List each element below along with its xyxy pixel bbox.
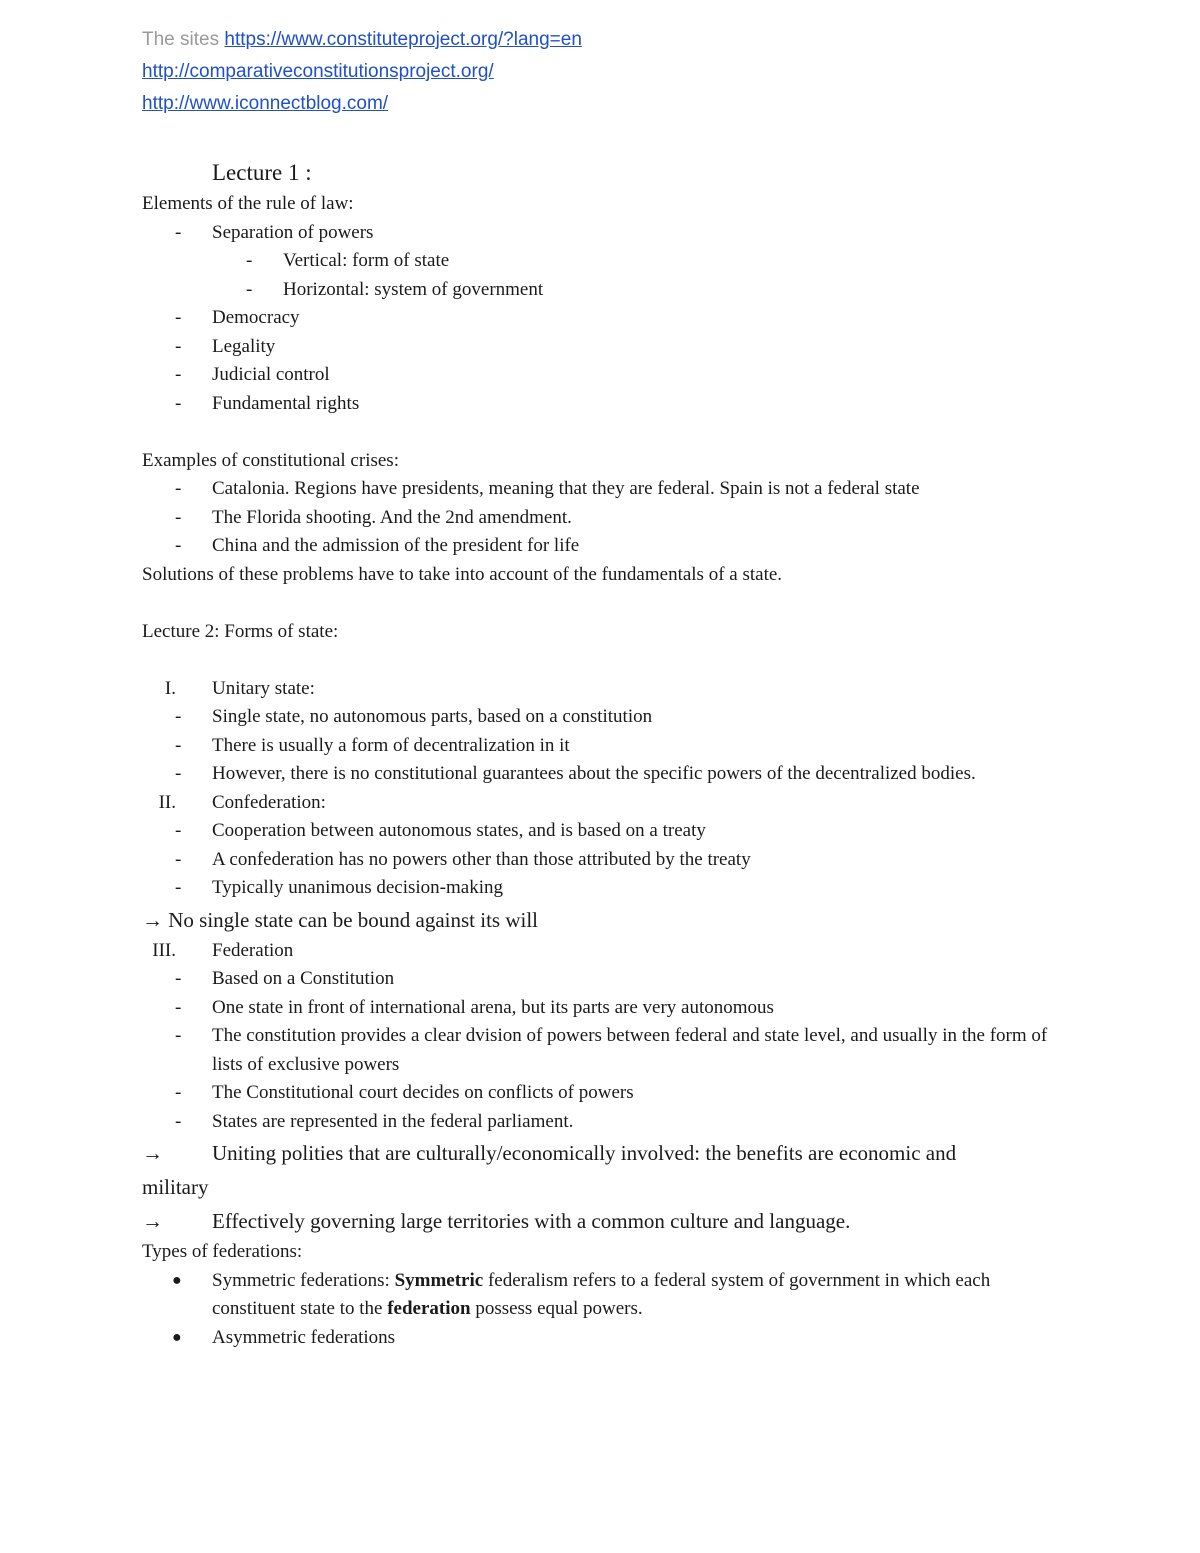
solutions-text: Solutions of these problems have to take into account of the fundamentals of a state.	[142, 563, 783, 585]
lecture2-title: Lecture 2: Forms of state:	[142, 620, 339, 642]
arrow-marker: →	[142, 1209, 163, 1233]
links-prefix: The sites	[142, 29, 220, 50]
links-line-2	[142, 58, 1072, 90]
bullet-marker: ●	[172, 1328, 182, 1346]
list-item: - The Constitutional court decides on conflicts of powers	[142, 1079, 1072, 1108]
federation-arrow-note-1-cont: military	[142, 1175, 209, 1199]
dash-marker: -	[175, 478, 182, 499]
dash-marker: -	[175, 1025, 182, 1046]
link-comparativeconstitutions[interactable]: http://comparativeconstitutionsproject.org/	[142, 61, 494, 82]
list-item: - One state in front of international arena, but its parts are very autonomous	[142, 994, 1072, 1023]
dash-marker: -	[175, 877, 182, 898]
list-item: - Separation of powers	[142, 219, 1072, 248]
list-item: - Horizontal: system of government	[142, 276, 1072, 305]
list-item: ● Asymmetric federations	[142, 1324, 1072, 1353]
list-item: - However, there is no constitutional guarantees about the specific powers of the decentralized bodies.	[142, 760, 1072, 789]
list-item: - States are represented in the federal parliament.	[142, 1108, 1072, 1137]
crises-heading: Examples of constitutional crises:	[142, 449, 399, 471]
types-heading: Types of federations:	[142, 1241, 303, 1262]
dash-marker: -	[246, 278, 253, 300]
dash-marker: -	[175, 734, 182, 756]
list-item: - Single state, no autonomous parts, based on a constitution	[142, 703, 1072, 732]
list-item: ● Symmetric federations: Symmetric federalism refers to a federal system of government in which each constituent state to the federation possess equal powers.	[142, 1267, 1072, 1324]
bullet-marker: ●	[172, 1271, 182, 1289]
list-item: - Legality	[142, 333, 1072, 362]
list-item: - Typically unanimous decision-making	[142, 874, 1072, 903]
list-item: - Judicial control	[142, 361, 1072, 390]
lecture1-title: Lecture 1 :	[212, 160, 312, 185]
lecture1-body	[142, 190, 1072, 1352]
dash-marker: -	[175, 1110, 182, 1132]
dash-marker: -	[175, 848, 182, 870]
dash-marker: -	[175, 364, 182, 385]
federation-arrow-note-2: → Effectively governing large territories with a common culture and language.	[142, 1204, 1072, 1238]
links-line-3	[142, 90, 1072, 122]
section-federation: III. Federation	[142, 937, 1072, 966]
list-item: - Democracy	[142, 304, 1072, 333]
document-page	[142, 26, 1072, 1352]
dash-marker: -	[175, 763, 182, 784]
roman-numeral: III.	[152, 939, 176, 961]
list-item: - The Florida shooting. And the 2nd amendment.	[142, 504, 1072, 533]
list-item: - Based on a Constitution	[142, 965, 1072, 994]
dash-marker: -	[175, 392, 182, 414]
links-line-1	[142, 26, 1072, 58]
list-item: - China and the admission of the president for life	[142, 532, 1072, 561]
dash-marker: -	[175, 1082, 182, 1103]
link-constituteproject[interactable]: https://www.constituteproject.org/?lang=en	[224, 29, 582, 50]
dash-marker: -	[175, 820, 182, 841]
links-block	[142, 26, 1072, 122]
dash-marker: -	[175, 335, 182, 357]
list-item: - Catalonia. Regions have presidents, meaning that they are federal. Spain is not a federal state	[142, 475, 1072, 504]
section-confederation: II. Confederation:	[142, 789, 1072, 818]
link-iconnectblog[interactable]: http://www.iconnectblog.com/	[142, 93, 389, 114]
dash-marker: -	[246, 250, 253, 271]
dash-marker: -	[175, 968, 182, 989]
list-item: - There is usually a form of decentralization in it	[142, 732, 1072, 761]
list-item: - Cooperation between autonomous states, and is based on a treaty	[142, 817, 1072, 846]
dash-marker: -	[175, 996, 182, 1018]
dash-marker: -	[175, 535, 182, 556]
roman-numeral: II.	[158, 791, 176, 813]
dash-marker: -	[175, 706, 182, 727]
list-item: - The constitution provides a clear dvision of powers between federal and state level, and usually in the form of lists of exclusive powers	[142, 1022, 1072, 1079]
arrow-marker: →	[142, 1141, 163, 1165]
dash-marker: -	[175, 506, 182, 528]
elements-heading: Elements of the rule of law:	[142, 193, 354, 214]
list-item: - Fundamental rights	[142, 390, 1072, 419]
section-unitary: I. Unitary state:	[142, 675, 1072, 704]
roman-numeral: I.	[164, 677, 176, 699]
dash-marker: -	[175, 307, 182, 328]
confederation-note: → No single state can be bound against its will	[142, 907, 539, 932]
list-item: - A confederation has no powers other than those attributed by the treaty	[142, 846, 1072, 875]
dash-marker: -	[175, 221, 182, 243]
list-item: - Vertical: form of state	[142, 247, 1072, 276]
federation-arrow-note-1: → Uniting polities that are culturally/economically involved: the benefits are economic and	[142, 1136, 1072, 1170]
